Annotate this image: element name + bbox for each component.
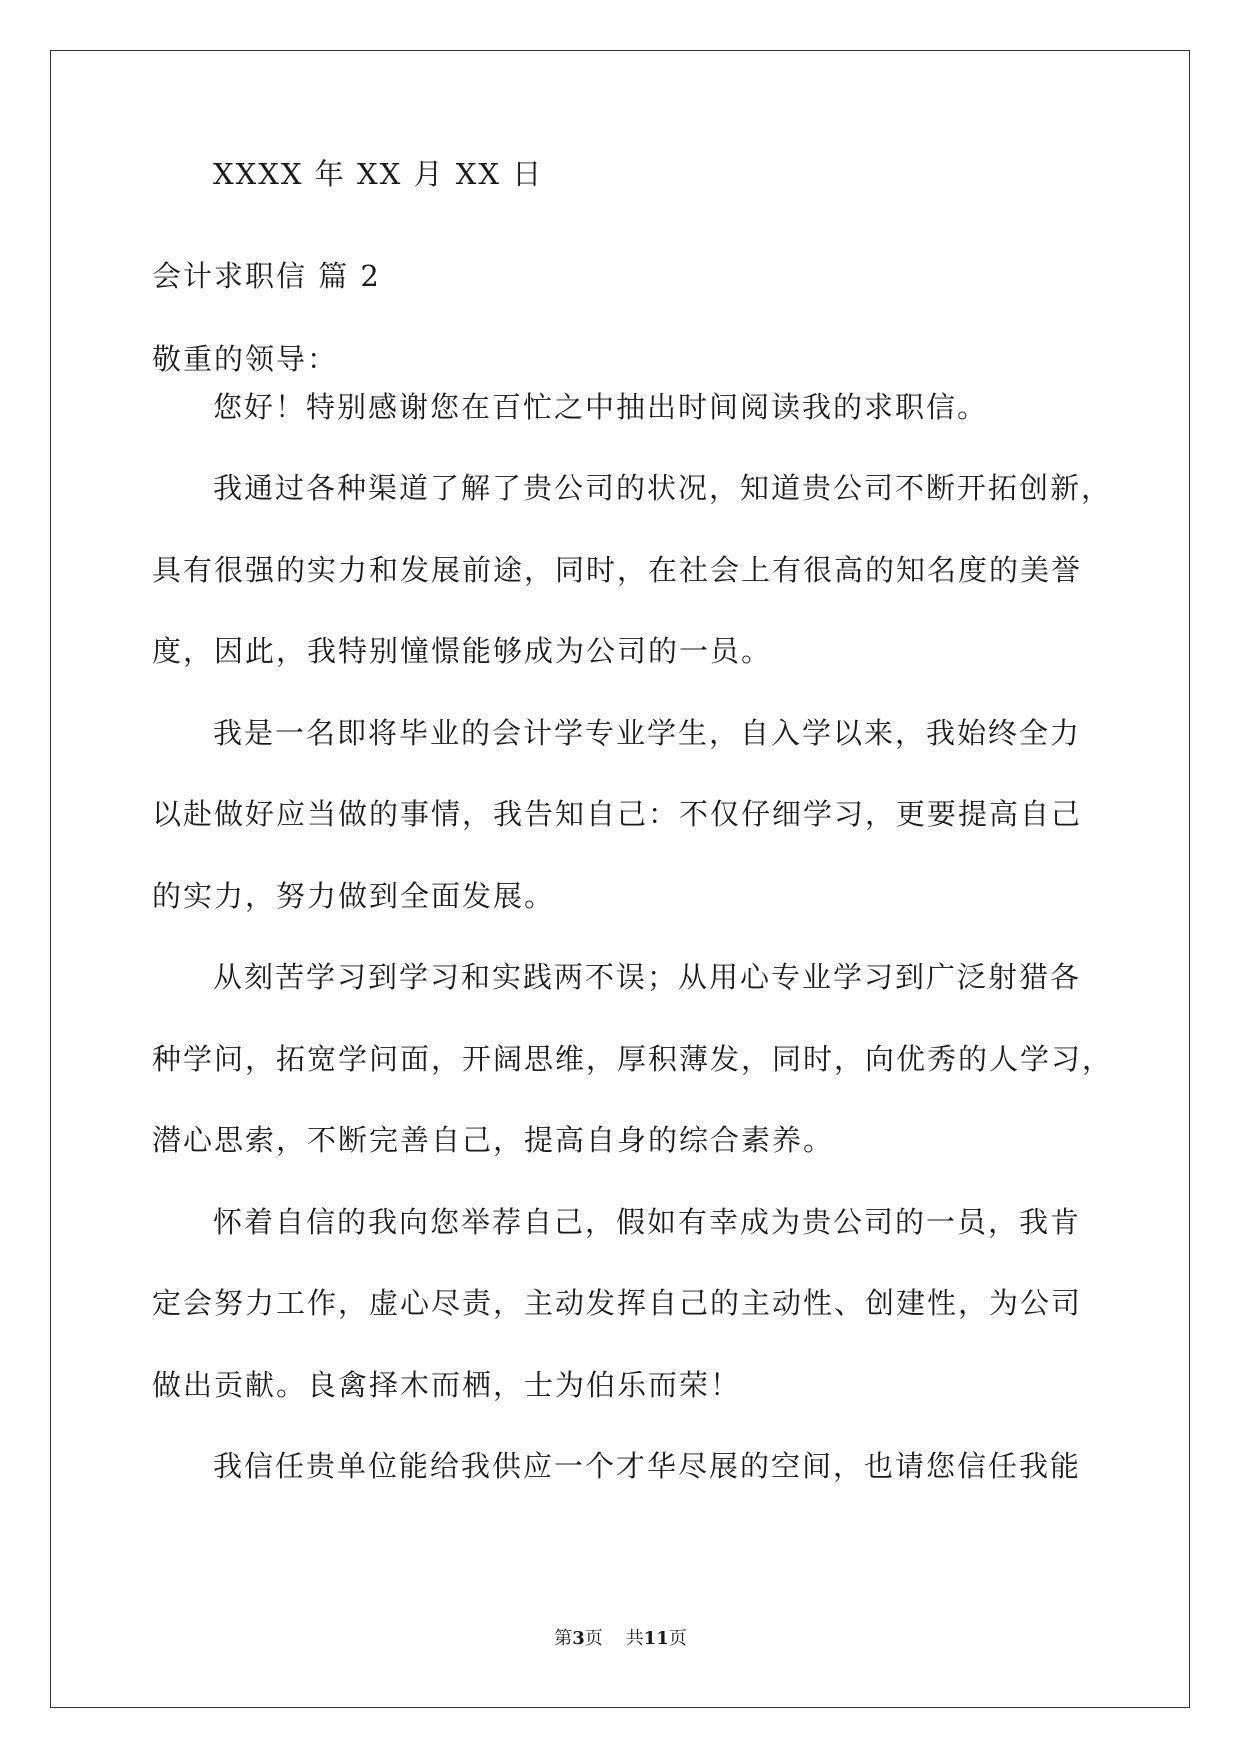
body-line: 我通过各种渠道了解了贵公司的状况，知道贵公司不断开拓创新， xyxy=(213,471,1113,505)
body-line: 以赴做好应当做的事情，我告知自己：不仅仔细学习，更要提高自己 xyxy=(152,797,1083,831)
date-line: XXXX 年 XX 月 XX 日 xyxy=(213,157,544,191)
body-line: 度，因此，我特别憧憬能够成为公司的一员。 xyxy=(152,634,773,668)
footer-total-pages: 11 xyxy=(643,1628,669,1649)
section-title: 会计求职信 篇 2 xyxy=(152,259,381,293)
body-line: 我是一名即将毕业的会计学专业学生，自入学以来，我始终全力 xyxy=(213,716,1082,750)
footer-current-page: 3 xyxy=(572,1628,585,1649)
body-line: 种学问，拓宽学问面，开阔思维，厚积薄发，同时，向优秀的人学习， xyxy=(152,1042,1114,1076)
body-line: 您好！特别感谢您在百忙之中抽出时间阅读我的求职信。 xyxy=(213,390,989,424)
page-footer xyxy=(0,1627,1241,1651)
body-line: 的实力，努力做到全面发展。 xyxy=(152,879,556,913)
footer-prefix: 第 xyxy=(554,1628,573,1649)
body-line: 潜心思索，不断完善自己，提高自身的综合素养。 xyxy=(152,1123,835,1157)
salutation: 敬重的领导： xyxy=(152,342,339,376)
body-line: 具有很强的实力和发展前途，同时，在社会上有很高的知名度的美誉 xyxy=(152,553,1083,587)
footer-total-prefix: 共 xyxy=(625,1628,644,1649)
body-line: 从刻苦学习到学习和实践两不误；从用心专业学习到广泛射猎各 xyxy=(213,960,1082,994)
footer-total-unit: 页 xyxy=(668,1628,687,1649)
body-line: 怀着自信的我向您举荐自己，假如有幸成为贵公司的一员，我肯 xyxy=(213,1205,1082,1239)
body-line: 做出贡献。良禽择木而栖，士为伯乐而荣！ xyxy=(152,1368,742,1402)
body-line: 我信任贵单位能给我供应一个才华尽展的空间，也请您信任我能 xyxy=(213,1449,1082,1483)
body-line: 定会努力工作，虚心尽责，主动发挥自己的主动性、创建性，为公司 xyxy=(152,1286,1083,1320)
footer-page-unit: 页 xyxy=(584,1628,603,1649)
